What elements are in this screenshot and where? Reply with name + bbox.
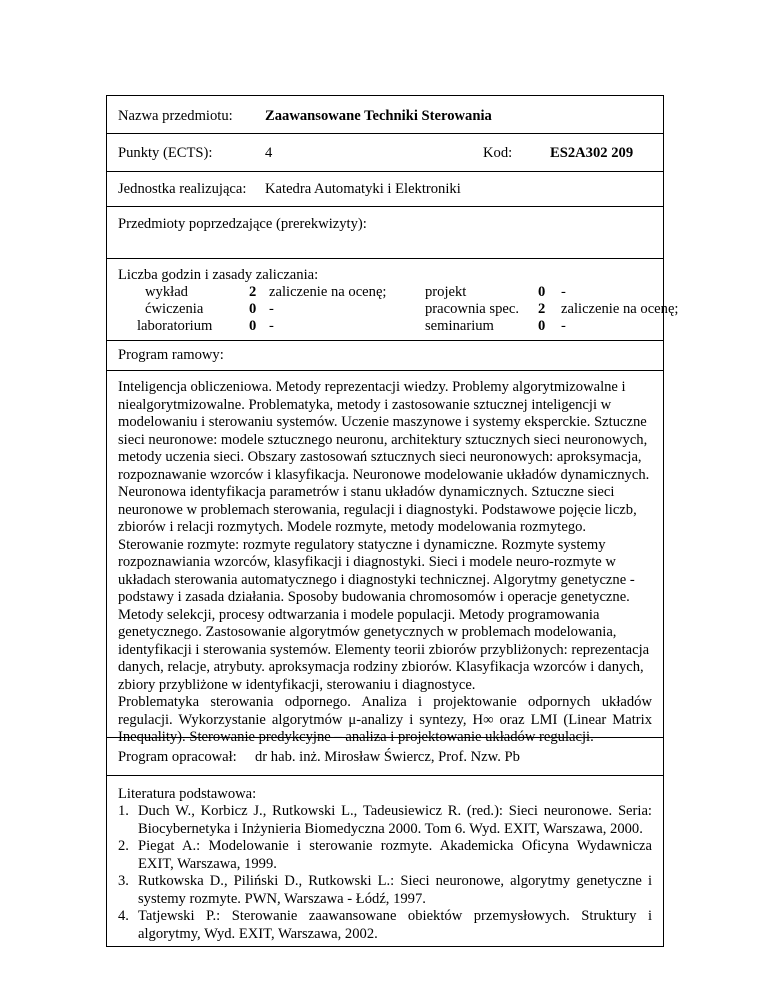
hours-right-type: pracownia spec. — [425, 301, 520, 317]
hours-right-rule: - — [561, 318, 566, 334]
code-label: Kod: — [483, 145, 513, 161]
hours-left-value: 0 — [249, 301, 257, 317]
hours-left-type: laboratorium — [137, 318, 213, 334]
author-row — [107, 738, 663, 776]
hours-left-rule: - — [269, 301, 274, 317]
program-text: Inteligencja obliczeniowa. Metody reprezentacji wiedzy. Problemy algorytmizowalne i niealgorytmizowalne. Problematyka, metody i zastosowanie sztucznej inteligencji w modelowaniu i sterowaniu systemów. Uczenie maszynowe i systemy eksperckie. Sztuczne sieci neuronowe: modele sztucznego neuronu, architektury sztucznych sieci neuronowych, metody uczenia sieci. Obszary zastosowań sztucznych sieci neuronowych: aproksymacja, rozpoznawanie wzorców i klasyfikacja. Neuronowe modelowanie układów dynamicznych. Neuronowa identyfikacja parametrów i stanu układów dynamicznych. Sztuczne sieci neuronowe w problemach sterowania, regulacji i diagnostyki. Podstawowe pojęcie liczb, zbiorów i relacji rozmytych. Modele rozmyte, metody modelowania rozmytego. Sterowanie rozmyte: rozmyte regulatory statyczne i dynamiczne. Rozmyte systemy rozpoznawiania wzorców, klasyfikacji i diagnostyki. Sieci i modele neuro-rozmyte w układach sterowania automatycznego i diagnostyki technicznej. Algorytmy genetyczne - podstawy i zasada działania. Sposoby budowania chromosomów i operacje genetyczne. Metody selekcji, procesy odtwarzania i modele populacji. Metody programowania genetycznego. Zastosowanie algorytmów genetycznych w problemach modelowania, identyfikacji i sterowania systemów. Elementy teorii zbiorów przybliżonych: reprezentacja danych, relacje, atrybuty. aproksymacja rodziny zbiorów. Klasyfikacja wzorców i danych, zbiory przybliżone w identyfikacji, sterowaniu i diagnostyce. — [118, 379, 650, 693]
ects-value: 4 — [265, 145, 273, 161]
ects-row — [107, 134, 663, 172]
hours-left-value: 0 — [249, 318, 257, 334]
literature-item-number: 2. — [118, 838, 129, 854]
program-text-robust: Problematyka sterowania odpornego. Analiza i projektowanie odpornych układów regulacji. Wykorzystanie algorytmów μ-analizy i syntezy, H∞ oraz LMI (Linear Matrix Inequality). Sterowanie predykcyjne – analiza i projektowanie układów regulacji. — [118, 694, 652, 745]
literature-item — [118, 803, 652, 838]
literature-row — [107, 776, 663, 946]
literature-item — [118, 908, 652, 943]
program-label: Program ramowy: — [118, 347, 224, 363]
hours-right-rule: zaliczenie na ocenę; — [561, 301, 679, 317]
hours-right-type: seminarium — [425, 318, 494, 334]
unit-value: Katedra Automatyki i Elektroniki — [265, 181, 461, 197]
course-card — [106, 95, 679, 947]
hours-title: Liczba godzin i zasady zaliczania: — [118, 267, 319, 283]
program-label-row — [107, 341, 663, 371]
author-label: Program opracował: — [118, 749, 237, 765]
hours-right-rule: - — [561, 284, 566, 300]
hours-right-value: 0 — [538, 284, 546, 300]
literature-item-text: Tatjewski P.: Sterowanie zaawansowane obiektów przemysłowych. Struktury i algorytmy, Wyd. EXIT, Warszawa, 2002. — [138, 908, 652, 942]
hours-right-type: projekt — [425, 284, 467, 300]
hours-left-value: 2 — [249, 284, 257, 300]
literature-label: Literatura podstawowa: — [118, 786, 257, 802]
course-name-row — [107, 96, 663, 134]
hours-left-type: wykład — [145, 284, 188, 300]
hours-row — [107, 259, 679, 341]
literature-item-number: 3. — [118, 873, 129, 889]
program-text-row — [107, 371, 663, 745]
hours-left-rule: zaliczenie na ocenę; — [269, 284, 387, 300]
literature-item — [118, 873, 652, 908]
hours-left-type: ćwiczenia — [145, 301, 204, 317]
unit-label: Jednostka realizująca: — [118, 181, 247, 197]
ects-label: Punkty (ECTS): — [118, 145, 213, 161]
code-value: ES2A302 209 — [550, 145, 634, 161]
literature-item-text: Rutkowska D., Piliński D., Rutkowski L.: Sieci neuronowe, algorytmy genetyczne i systemy rozmyte. PWN, Warszawa - Łódź, 1997. — [138, 873, 652, 907]
hours-left-rule: - — [269, 318, 274, 334]
literature-item-text: Piegat A.: Modelowanie i sterowanie rozmyte. Akademicka Oficyna Wydawnicza EXIT, Warszawa, 1999. — [138, 838, 652, 872]
literature-item-text: Duch W., Korbicz J., Rutkowski L., Tadeusiewicz R. (red.): Sieci neuronowe. Seria: Biocybernetyka i Inżynieria Biomedyczna 2000. Tom 6. Wyd. EXIT, Warszawa, 2000. — [138, 803, 652, 837]
hours-right-value: 2 — [538, 301, 546, 317]
prereq-row — [107, 207, 663, 259]
prereq-label: Przedmioty poprzedzające (prerekwizyty): — [118, 216, 367, 232]
literature-item-number: 4. — [118, 908, 129, 924]
literature-item — [118, 838, 652, 873]
literature-item-number: 1. — [118, 803, 129, 819]
unit-row — [107, 172, 663, 207]
author-value: dr hab. inż. Mirosław Świercz, Prof. Nzw. Pb — [255, 749, 520, 765]
course-name-value: Zaawansowane Techniki Sterowania — [265, 108, 492, 124]
hours-right-value: 0 — [538, 318, 546, 334]
literature-list — [118, 803, 652, 943]
course-name-label: Nazwa przedmiotu: — [118, 108, 233, 124]
